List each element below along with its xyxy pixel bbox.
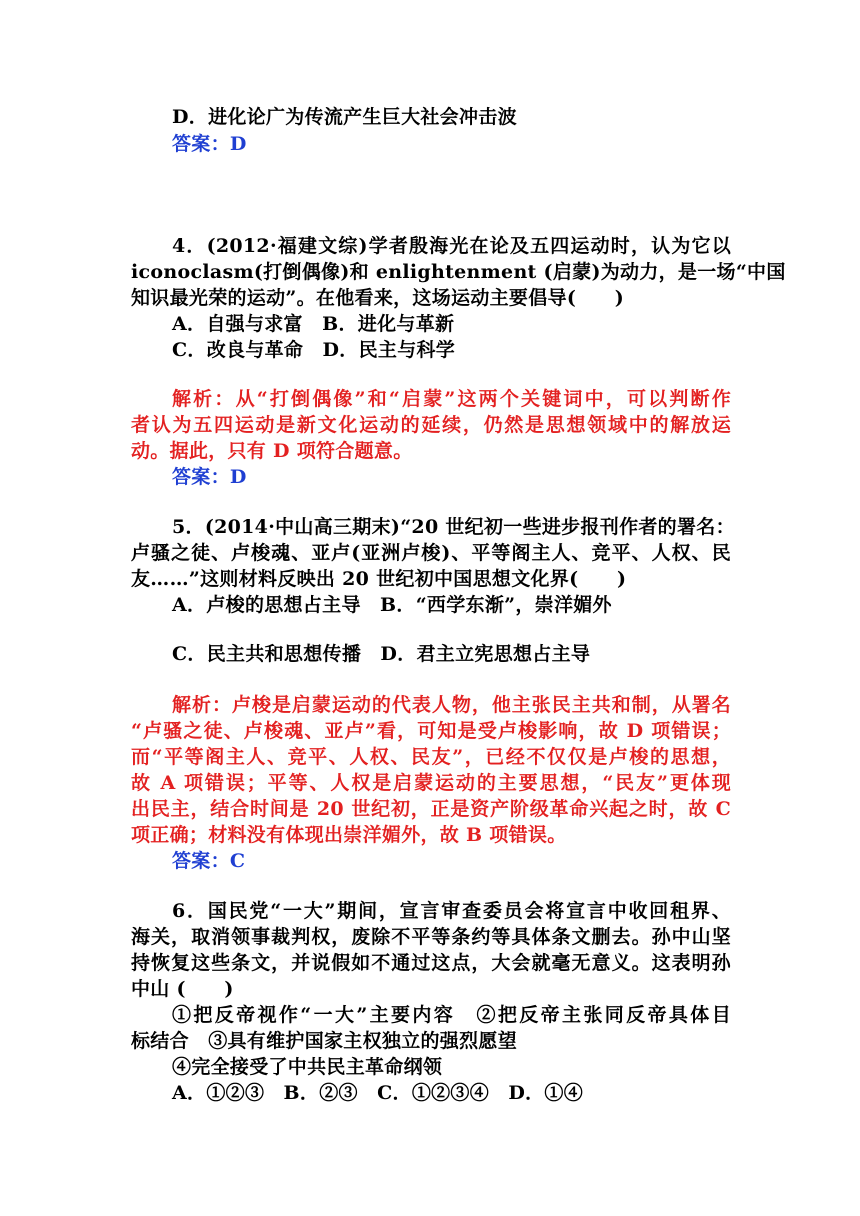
q5-options-line-1: A．卢梭的思想占主导 B．“西学东渐”，崇洋媚外 (172, 594, 612, 616)
q6-options: A．①②③ B．②③ C．①②③④ D．①④ (172, 1082, 584, 1104)
answer-value: C (229, 850, 246, 872)
q5-analysis-line-1: 解析：卢梭是启蒙运动的代表人物，他主张民主共和制，从署名 (172, 694, 731, 716)
q6-stem-line-1: 6．国民党“一大”期间，宣言审查委员会将宣言中收回租界、 (172, 900, 731, 922)
q5-stem-line-3: 友……”这则材料反映出 20 世纪初中国思想文化界( ) (131, 568, 627, 590)
q5-analysis-line-5: 出民主，结合时间是 20 世纪初，正是资产阶级革命兴起之时，故 C (131, 798, 731, 820)
q4-stem-line-2: iconoclasm(打倒偶像)和 enlightenment (启蒙)为动力，是一场“中国 (131, 261, 786, 283)
q4-analysis-line-1: 解析：从“打倒偶像”和“启蒙”这两个关键词中，可以判断作 (172, 388, 732, 410)
q6-stem-line-3: 持恢复这些条文，并说假如不通过这点，大会就毫无意义。这表明孙 (131, 952, 731, 974)
analysis-label: 解析： (172, 694, 232, 716)
q3-option-d: D．进化论广为传流产生巨大社会冲击波 (172, 106, 517, 128)
q5-analysis-line-3: 而“平等阁主人、竞平、人权、民友”，已经不仅仅是卢梭的思想， (131, 746, 731, 768)
q5-options-line-2: C．民主共和思想传播 D．君主立宪思想占主导 (172, 643, 591, 665)
q3-answer (172, 131, 772, 157)
q6-stem-line-2: 海关，取消领事裁判权，废除不平等条约等具体条文删去。孙中山坚 (131, 926, 731, 948)
q5-analysis-line-6: 项正确；材料没有体现出崇洋媚外，故 B 项错误。 (131, 824, 567, 846)
q6-stem-line-4: 中山 ( ) (131, 978, 234, 1000)
q5-answer (172, 848, 772, 874)
q5-stem-line-1: 5．(2014·中山高三期末)“20 世纪初一些进步报刊作者的署名： (172, 516, 735, 538)
q4-options-line-1: A．自强与求富 B．进化与革新 (172, 313, 455, 335)
answer-label: 答案： (172, 850, 230, 872)
q5-analysis-line-4: 故 A 项错误；平等、人权是启蒙运动的主要思想，“民友”更体现 (131, 772, 731, 794)
q5-analysis-line-2: “卢骚之徒、卢梭魂、亚卢”看，可知是受卢梭影响，故 D 项错误； (131, 720, 731, 742)
q5-stem-line-2: 卢骚之徒、卢梭魂、亚卢(亚洲卢梭)、平等阁主人、竞平、人权、民 (131, 542, 731, 564)
q4-analysis-line-3: 动。据此，只有 D 项符合题意。 (131, 440, 413, 462)
answer-value: D (229, 133, 247, 155)
answer-label: 答案： (172, 133, 230, 155)
q4-answer (172, 464, 772, 490)
answer-value: D (229, 466, 247, 488)
q4-stem-line-3: 知识最光荣的运动”。在他看来，这场运动主要倡导( ) (131, 287, 625, 309)
analysis-label: 解析： (172, 388, 236, 410)
answer-label: 答案： (172, 466, 230, 488)
q4-options-line-2: C．改良与革命 D．民主与科学 (172, 339, 456, 361)
q4-analysis-line-2: 者认为五四运动是新文化运动的延续，仍然是思想领域中的解放运 (131, 414, 731, 436)
q6-item-line-1: ①把反帝视作“一大”主要内容 ②把反帝主张同反帝具体目 (172, 1004, 731, 1026)
q6-item-line-3: ④完全接受了中共民主革命纲领 (172, 1056, 443, 1078)
q6-item-line-2: 标结合 ③具有维护国家主权独立的强烈愿望 (131, 1030, 518, 1052)
q4-stem-line-1: 4．(2012·福建文综)学者殷海光在论及五四运动时，认为它以 (172, 235, 731, 257)
